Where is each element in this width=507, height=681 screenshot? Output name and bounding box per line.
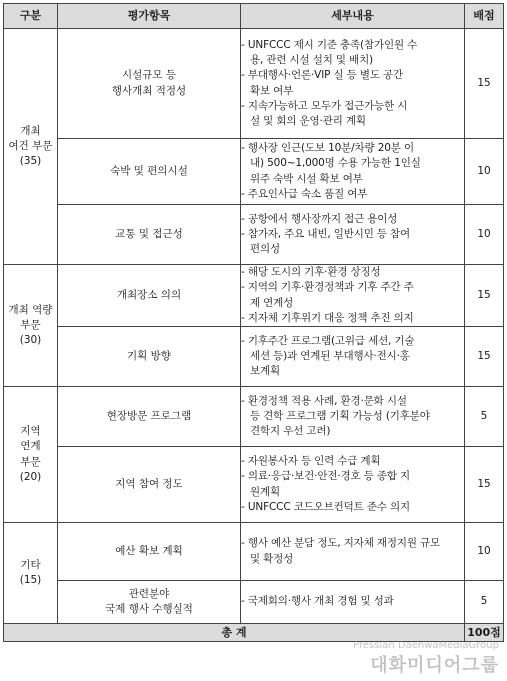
category-label: 지역 (20, 425, 41, 438)
watermark-ko: 대화미디어그룹 (370, 655, 499, 676)
item-cell (58, 387, 241, 447)
item-label: 현장방문 프로그램 (106, 409, 192, 422)
detail-text: - 자원봉사자 등 인력 수급 계획 (241, 455, 381, 468)
detail-cell (241, 447, 465, 523)
detail-text: - 지자체 기후위기 대응 정책 추진 의지 (241, 311, 414, 324)
item-label: 개최장소 의의 (116, 288, 182, 301)
category-label: (35) (19, 155, 42, 168)
header-row (4, 4, 504, 29)
header-score: 배점 (465, 4, 504, 29)
item-label: 교통 및 접근성 (115, 227, 183, 240)
category-label: 기타 (20, 558, 41, 571)
detail-text: - 참가자, 주요 내빈, 일반시민 등 참여 (241, 227, 411, 240)
header-category: 구분 (4, 4, 58, 29)
score-cell: 10 (465, 139, 504, 205)
table-row (4, 139, 504, 205)
table-row (4, 581, 504, 624)
category-cell (4, 265, 58, 387)
score-cell: 15 (465, 29, 504, 139)
header-item: 평가항목 (58, 4, 241, 29)
item-cell (58, 523, 241, 581)
detail-text: - UNFCCC 제시 기준 충족(참가인원 수 (241, 38, 418, 51)
category-cell (4, 523, 58, 624)
detail-text: - 주요인사급 숙소 품질 여부 (241, 187, 368, 200)
item-label: 예산 확보 계획 (115, 544, 183, 557)
detail-text: - 환경정책 적용 사례, 환경·문화 시설 (241, 394, 407, 407)
category-label: (30) (19, 334, 42, 347)
detail-text: 제 연계성 (250, 296, 294, 309)
detail-text: 용, 관련 시설 설치 및 배치) (250, 54, 374, 67)
category-label: (15) (19, 574, 42, 586)
detail-text: 견학지 우선 고려) (250, 425, 331, 438)
item-cell (58, 29, 241, 139)
category-label: 개최 (20, 124, 41, 137)
score-cell: 10 (465, 205, 504, 265)
detail-text: - 공항에서 행사장까지 접근 용이성 (241, 212, 398, 225)
total-label: 총 계 (4, 624, 465, 642)
item-cell (58, 581, 241, 624)
table-body (4, 29, 504, 642)
detail-cell (241, 327, 465, 387)
detail-text: 보계획 (250, 365, 280, 378)
item-cell (58, 205, 241, 265)
header-detail: 세부내용 (241, 4, 465, 29)
item-label: 숙박 및 편의시설 (110, 164, 188, 177)
detail-text: 및 확정성 (250, 552, 294, 565)
item-label: 지역 참여 정도 (115, 477, 183, 490)
item-label: 시설규모 등 (121, 69, 177, 82)
item-cell (58, 447, 241, 523)
score-cell: 10 (465, 523, 504, 581)
detail-text: - UNFCCC 코드오브컨덕트 준수 의지 (241, 500, 410, 513)
item-cell (58, 139, 241, 205)
total-score: 100점 (465, 624, 504, 642)
item-cell (58, 265, 241, 327)
watermark-en: Pressian DaehwaMediaGroup (353, 640, 499, 651)
category-cell (4, 29, 58, 265)
detail-text: - 지속가능하고 모두가 접근가능한 시 (241, 99, 408, 112)
category-label: 부문 (20, 318, 41, 331)
item-cell (58, 327, 241, 387)
table-row (4, 387, 504, 447)
score-cell: 15 (465, 265, 504, 327)
item-label: 관련분야 (128, 587, 170, 600)
detail-text: 등 견학 프로그램 기획 가능성 (기후분야 (250, 409, 430, 422)
detail-text: 확보 여부 (250, 84, 294, 97)
detail-text: - 의료·응급·보건·안전·경호 등 종합 지 (241, 470, 411, 483)
item-label: 행사개최 적정성 (111, 84, 187, 97)
category-label: 부문 (20, 455, 41, 468)
evaluation-table (3, 3, 504, 642)
detail-text: 편의성 (250, 243, 280, 256)
detail-cell (241, 523, 465, 581)
detail-cell (241, 581, 465, 624)
table-row (4, 265, 504, 327)
score-cell: 15 (465, 447, 504, 523)
detail-text: 원계획 (250, 485, 280, 498)
detail-text: 내) 500~1,000명 수용 가능한 1인실 (250, 157, 421, 170)
detail-cell (241, 265, 465, 327)
score-cell: 5 (465, 387, 504, 447)
detail-text: - 국제회의·행사 개최 경험 및 성과 (241, 595, 394, 608)
category-label: 연계 (20, 440, 41, 453)
detail-cell (241, 29, 465, 139)
category-cell (4, 387, 58, 523)
detail-text: - 지역의 기후·환경정책과 기후 주간 주 (241, 281, 414, 294)
total-row (4, 624, 504, 642)
watermark (353, 640, 499, 677)
category-label: 여건 부문 (8, 139, 53, 152)
detail-text: - 행사 예산 분담 정도, 지자체 재정지원 규모 (241, 537, 441, 550)
table-row (4, 29, 504, 139)
table-row (4, 523, 504, 581)
category-label: (20) (19, 470, 42, 483)
score-cell: 15 (465, 327, 504, 387)
detail-text: - 기후주간 프로그램(고위급 세션, 기술 (241, 334, 415, 347)
table-row (4, 205, 504, 265)
table-row (4, 447, 504, 523)
table-row (4, 327, 504, 387)
detail-text: - 부대행사·언론·VIP 실 등 별도 공간 (241, 69, 404, 82)
detail-text: - 행사장 인근(도보 10분/차량 20분 이 (241, 142, 414, 155)
detail-text: 설 및 회의 운영·관리 계획 (250, 114, 366, 127)
score-cell: 5 (465, 581, 504, 624)
item-label: 국제 행사 수행실적 (105, 603, 193, 615)
detail-cell (241, 139, 465, 205)
detail-cell (241, 205, 465, 265)
category-label: 개최 역량 (8, 303, 53, 316)
detail-cell (241, 387, 465, 447)
item-label: 기획 방향 (127, 349, 171, 362)
detail-text: 세션 등)과 연계된 부대행사·전시·홍 (250, 349, 410, 362)
detail-text: 위주 숙박 시설 확보 여부 (250, 172, 363, 185)
detail-text: - 해당 도시의 기후·환경 상징성 (241, 266, 381, 279)
